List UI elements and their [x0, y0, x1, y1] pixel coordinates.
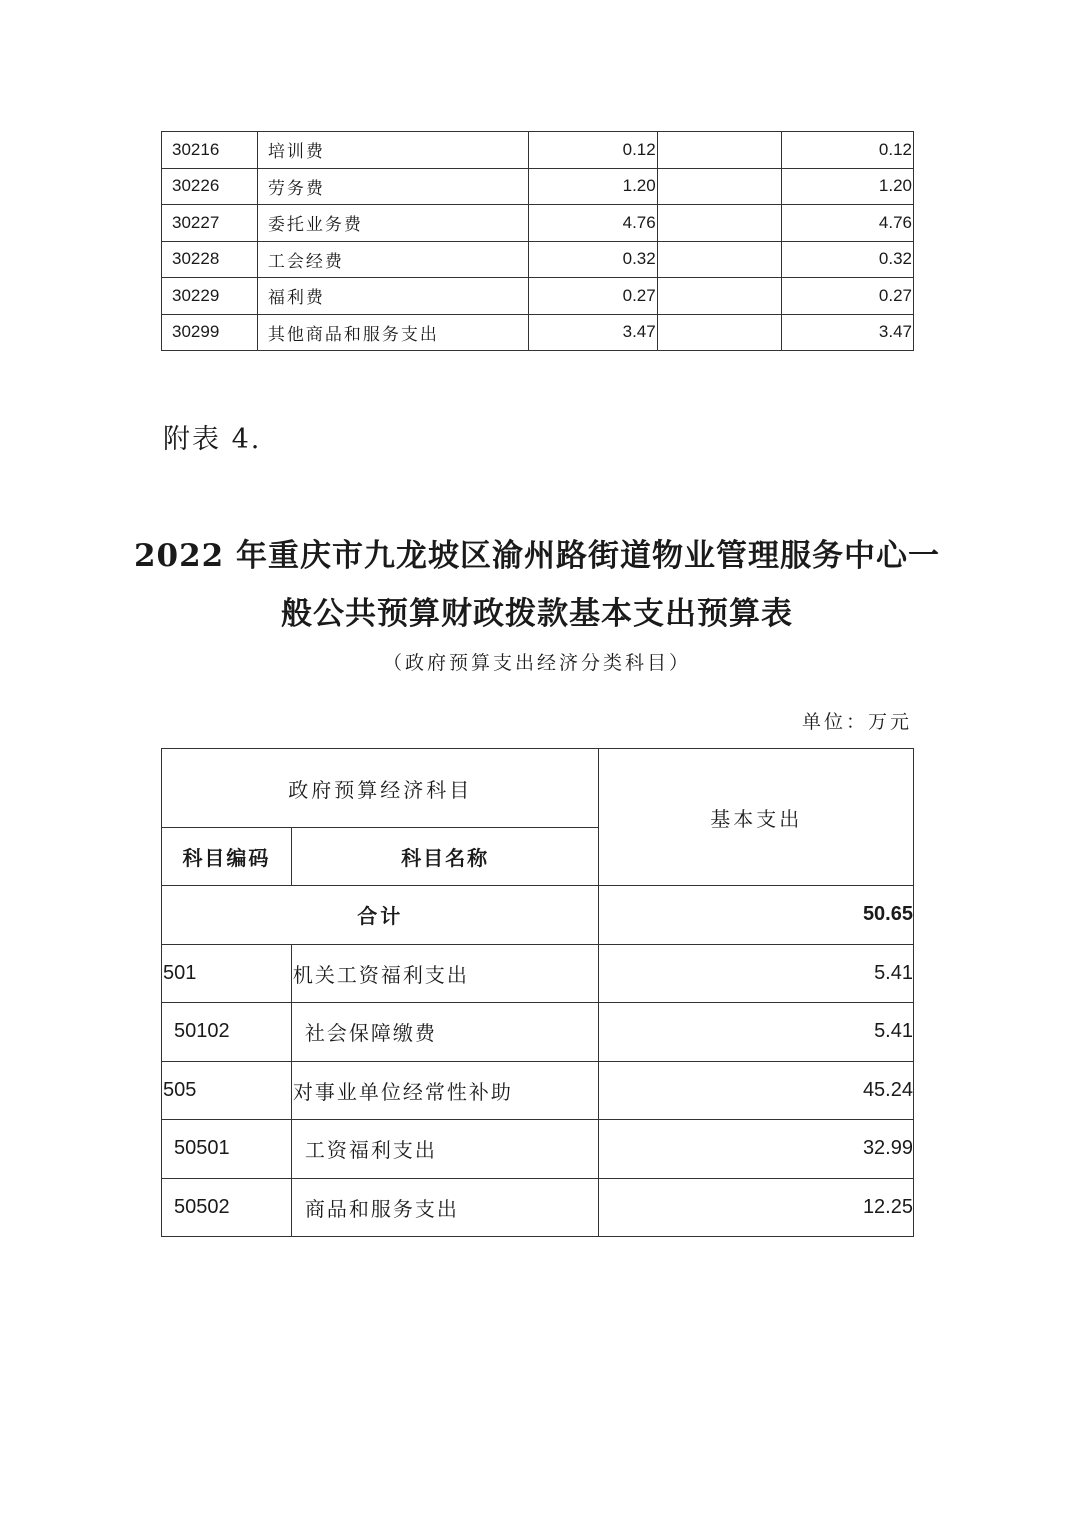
empty-cell [657, 168, 782, 205]
total-value: 50.65 [599, 886, 914, 945]
header-item-code: 科目编码 [162, 828, 292, 886]
page-title-line-1: 2022 年重庆市九龙坡区渝州路街道物业管理服务中心一 [133, 538, 941, 574]
item-name: 社会保障缴费 [291, 1003, 599, 1062]
item-value: 4.76 [782, 205, 914, 242]
empty-cell [657, 278, 782, 315]
table-row [162, 241, 914, 278]
table-row [162, 1178, 914, 1237]
continued-expense-table [161, 131, 914, 351]
item-code: 50501 [162, 1120, 292, 1179]
table-row [162, 944, 914, 1003]
table-row [162, 205, 914, 242]
total-label: 合计 [162, 886, 599, 945]
table-row [162, 1061, 914, 1120]
item-value: 3.47 [782, 314, 914, 351]
item-value: 1.20 [782, 168, 914, 205]
item-code: 30216 [162, 132, 258, 169]
item-value: 0.32 [782, 241, 914, 278]
item-code: 30226 [162, 168, 258, 205]
item-value: 0.12 [529, 132, 658, 169]
header-basic-expenditure: 基本支出 [599, 749, 914, 886]
item-code: 30229 [162, 278, 258, 315]
header-econ-category: 政府预算经济科目 [162, 749, 599, 828]
empty-cell [657, 205, 782, 242]
table-row [162, 314, 914, 351]
subtitle: （政府预算支出经济分类科目） [382, 652, 691, 674]
item-code: 501 [162, 944, 292, 1003]
item-value: 1.20 [529, 168, 658, 205]
item-name: 劳务费 [257, 168, 528, 205]
item-value: 0.12 [782, 132, 914, 169]
item-name: 福利费 [257, 278, 528, 315]
item-value: 5.41 [599, 1003, 914, 1062]
item-value: 0.32 [529, 241, 658, 278]
empty-cell [657, 241, 782, 278]
table-row [162, 1120, 914, 1179]
item-name: 商品和服务支出 [291, 1178, 599, 1237]
item-code: 50502 [162, 1178, 292, 1237]
total-row [162, 886, 914, 945]
annex-label: 附表 4. [163, 424, 262, 455]
item-name: 工资福利支出 [291, 1120, 599, 1179]
item-value: 4.76 [529, 205, 658, 242]
item-code: 30228 [162, 241, 258, 278]
unit-label: 单位：万元 [801, 711, 912, 733]
table-row [162, 278, 914, 315]
item-value: 32.99 [599, 1120, 914, 1179]
table-row [162, 1003, 914, 1062]
item-code: 505 [162, 1061, 292, 1120]
empty-cell [657, 314, 782, 351]
page-title-line-2: 般公共预算财政拨款基本支出预算表 [281, 596, 793, 632]
header-item-name: 科目名称 [291, 828, 599, 886]
item-value: 45.24 [599, 1061, 914, 1120]
item-value: 0.27 [529, 278, 658, 315]
item-name: 对事业单位经常性补助 [291, 1061, 599, 1120]
item-code: 30227 [162, 205, 258, 242]
item-name: 其他商品和服务支出 [257, 314, 528, 351]
item-value: 0.27 [782, 278, 914, 315]
empty-cell [657, 132, 782, 169]
basic-expenditure-table [161, 748, 914, 1237]
item-value: 5.41 [599, 944, 914, 1003]
table-row [162, 132, 914, 169]
item-value: 12.25 [599, 1178, 914, 1237]
item-name: 工会经费 [257, 241, 528, 278]
item-name: 委托业务费 [257, 205, 528, 242]
item-name: 培训费 [257, 132, 528, 169]
item-value: 3.47 [529, 314, 658, 351]
item-code: 30299 [162, 314, 258, 351]
item-name: 机关工资福利支出 [291, 944, 599, 1003]
table-row [162, 168, 914, 205]
item-code: 50102 [162, 1003, 292, 1062]
